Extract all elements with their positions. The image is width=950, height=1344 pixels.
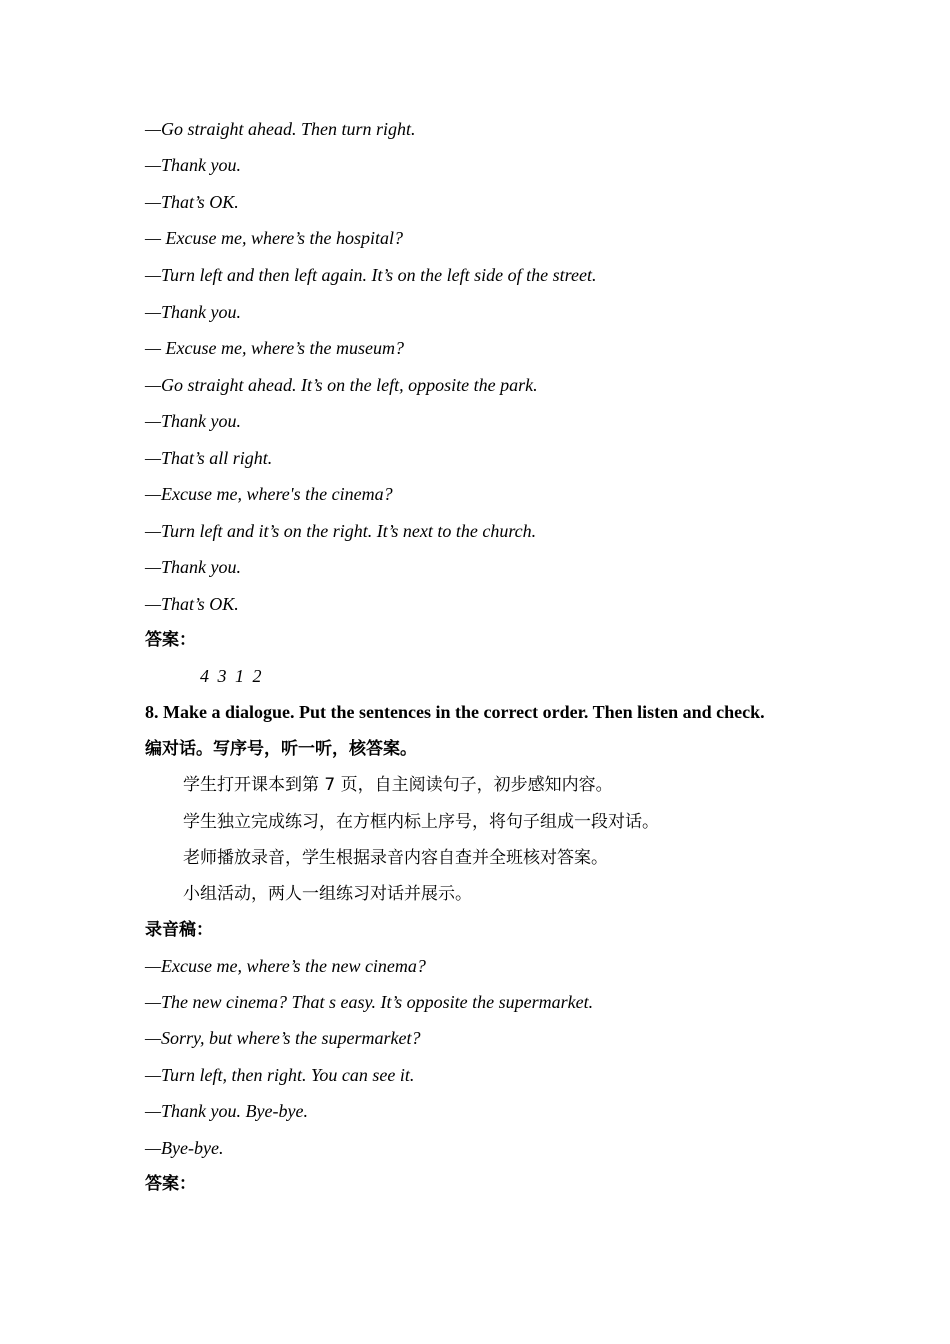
dialogue-line: — Excuse me, where’s the hospital? — [145, 228, 403, 248]
dialogue-line: —Turn left and then left again. It’s on the left side of the street. — [145, 265, 597, 285]
dialogue-line: —That’s OK. — [145, 192, 239, 212]
dialogue-line: — Excuse me, where’s the museum? — [145, 338, 404, 358]
dialogue-line: —Thank you. — [145, 155, 241, 175]
script-line: —Sorry, but where’s the supermarket? — [145, 1028, 421, 1048]
section-title-zh: 编对话。写序号，听一听，核答案。 — [145, 739, 417, 759]
dialogue-line: —Excuse me, where's the cinema? — [145, 484, 393, 504]
answer-label: 答案： — [145, 630, 196, 650]
step-text: 老师播放录音，学生根据录音内容自查并全班核对答案。 — [183, 848, 608, 868]
answer-value: 4 3 1 2 — [200, 666, 264, 686]
script-line: —Turn left, then right. You can see it. — [145, 1065, 415, 1085]
dialogue-line: —Thank you. — [145, 557, 241, 577]
dialogue-line: —Thank you. — [145, 411, 241, 431]
script-label: 录音稿： — [145, 920, 213, 940]
dialogue-line: —Go straight ahead. Then turn right. — [145, 119, 416, 139]
answer-label: 答案： — [145, 1174, 196, 1194]
dialogue-line: —That’s OK. — [145, 594, 239, 614]
script-line: —Bye-bye. — [145, 1138, 224, 1158]
dialogue-line: —That’s all right. — [145, 448, 273, 468]
dialogue-line: —Go straight ahead. It’s on the left, opposite the park. — [145, 375, 538, 395]
step-text: 学生打开课本到第 7 页，自主阅读句子，初步感知内容。 — [183, 775, 613, 795]
section-title-en: 8. Make a dialogue. Put the sentences in the correct order. Then listen and check. — [145, 702, 765, 722]
script-line: —The new cinema? That s easy. It’s opposite the supermarket. — [145, 992, 594, 1012]
step-text: 学生独立完成练习，在方框内标上序号，将句子组成一段对话。 — [183, 812, 659, 832]
dialogue-line: —Turn left and it’s on the right. It’s next to the church. — [145, 521, 537, 541]
dialogue-line: —Thank you. — [145, 302, 241, 322]
step-text: 小组活动，两人一组练习对话并展示。 — [183, 884, 472, 904]
script-line: —Excuse me, where’s the new cinema? — [145, 956, 426, 976]
script-line: —Thank you. Bye-bye. — [145, 1101, 308, 1121]
